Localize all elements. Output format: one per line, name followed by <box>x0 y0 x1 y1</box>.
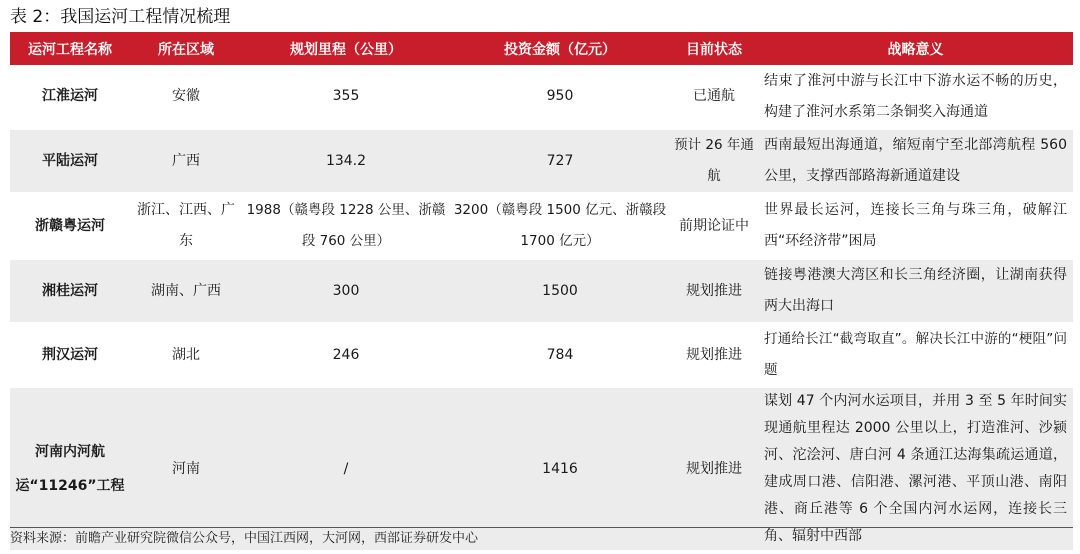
source-note: 资料来源：前瞻产业研究院微信公众号，中国江西网，大河网，西部证券研发中心 <box>10 531 479 546</box>
header-significance: 战略意义 <box>758 32 1073 65</box>
cell-investment: 3200（赣粤段 1500 亿元、浙赣段 1700 亿元） <box>453 202 667 249</box>
cell-investment: 727 <box>450 129 670 193</box>
table-row <box>10 129 1073 193</box>
cell-mileage: / <box>242 387 450 551</box>
cell-status: 已通航 <box>693 88 735 104</box>
cell-mileage: 355 <box>332 88 360 104</box>
cell-mileage: 134.2 <box>242 129 450 193</box>
cell-significance: 西南最短出海通道，缩短南宁至北部湾航程 560 公里，支撑西部路海新通道建设 <box>758 129 1073 193</box>
cell-name: 平陆运河 <box>10 129 130 193</box>
cell-significance: 结束了淮河中游与长江中下游水运不畅的历史，构建了淮河水系第二条铜奖入海通道 <box>764 72 1067 120</box>
table-row <box>10 323 1073 387</box>
header-region: 所在区域 <box>130 32 242 65</box>
table-caption: 表 2：我国运河工程情况梳理 <box>10 7 231 27</box>
cell-significance: 谋划 47 个内河水运项目，并用 3 至 5 年时间实现通航里程达 2000 公里以上，打造淮河、沙颍河、沱浍河、唐白河 4 条通江达海集疏运通道，建成周口港、信阳港、漯河港、平顶山港、南阳港、商丘港等 6 个全国内河水运网，连接长三角、辐射中西部 <box>758 387 1073 551</box>
header-name: 运河工程名称 <box>10 32 130 65</box>
cell-name: 荆汉运河 <box>42 346 98 363</box>
footer-divider <box>10 527 1073 528</box>
cell-name: 湘桂运河 <box>10 259 130 323</box>
cell-mileage: 246 <box>332 346 360 363</box>
table-row <box>10 65 1073 129</box>
cell-region: 湖南、广西 <box>130 259 242 323</box>
cell-status: 前期论证中 <box>679 217 749 234</box>
table-row <box>10 193 1073 259</box>
cell-region: 浙江、江西、广东 <box>137 202 235 249</box>
header-status: 目前状态 <box>670 32 758 65</box>
cell-status: 规划推进 <box>686 346 742 363</box>
canal-projects-table <box>10 32 1073 552</box>
cell-mileage: 300 <box>242 259 450 323</box>
table-header-row <box>10 32 1073 65</box>
cell-name: 河南内河航运“11246”工程 <box>10 387 130 551</box>
cell-status: 规划推进 <box>670 387 758 551</box>
cell-significance: 链接粤港澳大湾区和长三角经济圈，让湖南获得两大出海口 <box>758 259 1073 323</box>
cell-status: 预计 26 年通航 <box>670 129 758 193</box>
cell-region: 广西 <box>130 129 242 193</box>
table-row <box>10 259 1073 323</box>
cell-investment: 950 <box>546 88 574 104</box>
cell-status: 规划推进 <box>670 259 758 323</box>
cell-investment: 1500 <box>450 259 670 323</box>
cell-name: 浙赣粤运河 <box>35 217 105 234</box>
cell-investment: 784 <box>546 346 574 363</box>
cell-significance: 打通给长江“截弯取直”。解决长江中游的“梗阻”问题 <box>764 331 1067 378</box>
cell-mileage: 1988（赣粤段 1228 公里、浙赣段 760 公里） <box>246 202 446 249</box>
cell-region: 河南 <box>130 387 242 551</box>
cell-investment: 1416 <box>450 387 670 551</box>
cell-significance: 世界最长运河，连接长三角与珠三角，破解江西“环经济带”困局 <box>764 202 1067 249</box>
cell-region: 安徽 <box>172 88 200 104</box>
cell-region: 湖北 <box>172 346 200 363</box>
header-mileage: 规划里程（公里） <box>242 32 450 65</box>
cell-name: 江淮运河 <box>42 88 98 104</box>
header-investment: 投资金额（亿元） <box>450 32 670 65</box>
